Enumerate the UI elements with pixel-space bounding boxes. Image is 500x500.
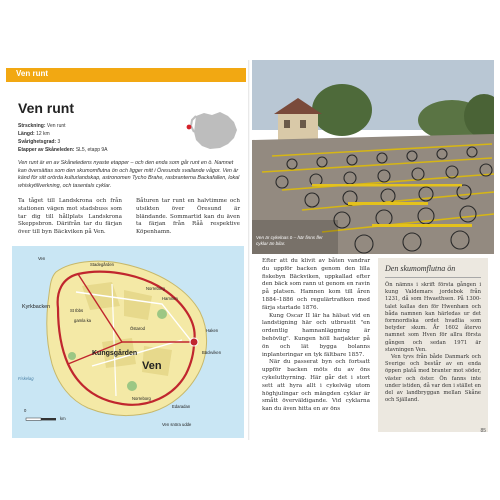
body-paragraph-1: Efter att du klivit av båten vandrar du uppför backen genom den lilla fiskebyn Bäckviken, uppkallad efter den bäck som rann ut genom en ravin på platsen. Hamnen kom till åren 1884–1886 och regulärtrafiken med färja startade 1876.	[262, 258, 370, 311]
map-label-edaradan: Edaradan	[172, 404, 191, 409]
scale-zero: 0	[24, 408, 27, 413]
right-page	[252, 60, 494, 440]
map-label-hamnen: Hamnen	[162, 296, 178, 301]
map-label-norreborg-2: Norreborg	[132, 396, 151, 401]
map-label-ven-top: Ven	[38, 256, 46, 261]
map-label-norreborg: Norreborg	[146, 286, 165, 291]
map-label-gamla-ka: gamla ka	[74, 318, 91, 323]
map-label-ven-snora-udde: Ven snöra udde	[162, 422, 192, 427]
map-label-kyrkbacken: Kyrkbacken	[22, 304, 51, 310]
body-column-b: Båturen tar runt en halvtimme och utsikten över Öresund är bländande. Sommartid kan du även ta färjan från Råå respektive Köpenhamn.	[136, 198, 240, 236]
map-label-kungsgarden: Kungsgården	[92, 350, 138, 357]
page-number: 85	[480, 428, 486, 434]
left-page	[6, 60, 246, 440]
sidebar-text	[385, 282, 481, 404]
fact-row-stages: Etapper av Skåneleden: SL5, etapp 9A	[18, 147, 108, 153]
section-band	[6, 68, 246, 82]
map-label-stadegarden: Stadegården	[90, 262, 114, 267]
map-label-backviken: Bäckviken	[202, 350, 222, 355]
photo-illustration	[252, 60, 494, 254]
sidebar-title: Den skumomflutna ön	[385, 264, 481, 278]
fact-sidebar	[378, 258, 488, 432]
island-shape	[47, 261, 207, 415]
map-label-sea: Fiskelag	[18, 376, 34, 381]
route-facts	[18, 122, 178, 154]
ferry-marker	[190, 338, 198, 346]
fact-row-difficulty: Svårighetsgrad: 3	[18, 139, 61, 145]
location-marker	[187, 125, 192, 130]
sidebar-paragraph-2: Ven tyvs från både Danmark och Sverige och består av en enda öppen platå med branter mot söder, väster och öster. Ön fanns inte under istiden, då var den i stället en del av landbryggan mellan Skåne och Själland.	[385, 354, 481, 404]
fact-row-stretch: Strsckning: Ven runt	[18, 123, 66, 129]
body-paragraph-2: Kung Oscar II lär ha hälsat vid en landstigning här och utbrustit "en ordentlig hamnanläggning är behövlig". Kungen höll harjakter på ön och lät bygga bolanns inplanteringar en tyk fältbare 1857.	[262, 312, 370, 358]
map-label-ven-big: Ven	[142, 360, 162, 372]
right-body-column	[262, 258, 370, 414]
sidebar-paragraph-1: Ön nämns i skrift första gången i kung Valdemars jordebok från 1231, då som Hwaethsen. På 1300-talet kallas den för Hwenhæn och båda namnen kan härledas ur det fornnordiska ordet hvadlia som betyder skum. År 1602 återvo namnet som Hven för allra första gången och sedan 1971 är stavningen Ven.	[385, 282, 481, 353]
route-map	[12, 246, 244, 438]
body-paragraph-3: När du passerat byn och fortsatt uppför backen möts du av öns cykeluthyrning. Här går det i stort sett att hyra allt i cykelväg utom höghjulingar och mängden cyklar är smått överväldigande. Vid cyklarna kan du även hitta en av öns	[262, 359, 370, 413]
island-map-svg	[12, 246, 244, 438]
scale-km: km	[60, 416, 66, 421]
skane-locator-map	[182, 108, 242, 154]
map-label-ostarod: Östarod	[130, 326, 145, 331]
page-title: Ven runt	[18, 100, 75, 116]
body-column-a: Ta tåget till Landskrona och från stationen vägen mot stadsbuss som tar dig till hållplats Landskrona Skeppsbron. Därifrån tar du färjan över till byn Bäckviken på Ven.	[18, 198, 122, 236]
section-label: Ven runt	[16, 69, 49, 78]
photo-caption: Ven är cykelnas ö – här finns fler cyklar än bilar.	[256, 235, 323, 246]
intro-text: Ven runt är en av Skåneledens nyaste etapper – och den enda som går runt en ö. Namnet kan översättas som den skumomflutna ön och ligger mitt i Öresunds svallande vågor. Ven är känd för sitt orörda kulturlandskap, astronomen Tycho Brahe, rasbranterna Backafallen, lokal whiskytillverkning, och tasentals cyklar.	[18, 160, 240, 189]
gutter	[248, 60, 250, 440]
map-label-haken: Haken	[206, 328, 219, 333]
fact-row-length: Längd: 12 km	[18, 131, 50, 137]
map-label-st-ibbs: St Ibbs	[70, 308, 84, 313]
bicycles-photo	[252, 60, 494, 254]
